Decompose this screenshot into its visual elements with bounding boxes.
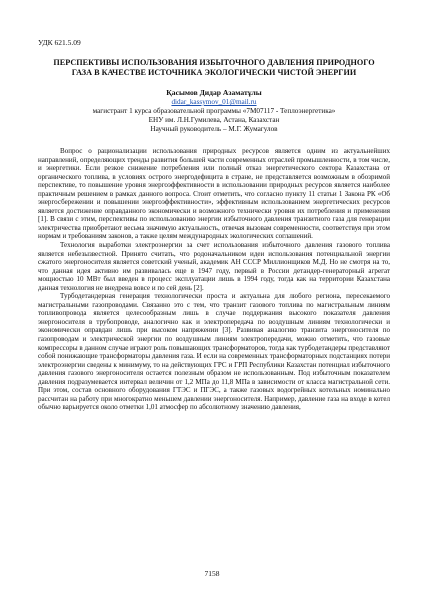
paragraph: Турбодетандерная генерация технологически проста и актуальна для любого региона, пересекаемого магистральными газопроводами. Связанно это с тем, что транзит газового топлива по магистральным линиям топливопровода является целесообразным лишь в случае поддержания высокого показателя давления энергоносителя в трубопроводе, аналогично как и электропередача по воздушным линиям технологически и экономически оправдан лишь при высоком напряжении [3]. Развивая аналогию транзита энергоносителя по газопроводам и электрической энергии по воздушным линиям электропередачи, можно отметить, что газовые компрессоры в данном случае играют роль повышающих трансформаторов, тогда как турбодетандеры представляют собой понижающие трансформаторы давления газа. И если на современных трансформаторных подстанциях потери электроэнергии сведены к минимуму, то на действующих ГРС и ГРП Республики Казахстан потенциал избыточного давления газового энергоносителя остается полезным образом не использованным. Под избыточным показателем давления подразумевается интервал величин от 1,2 МПа до 11,8 МПа в зависимости от класса магистральной сети. При этом, состав основного оборудования ГТЭС и ПГЭС, а также газовых водогрейных котельных номинально рассчитан на работу при многократно меньшем давлении энергоносителя. Например, давление газа на входе в котел обычно варьируется около отметки 1,01 атмосфер по абсолютному значению давления, — [38, 292, 390, 412]
article-body — [38, 147, 390, 412]
scientific-supervisor: Научный руководитель – М.Г. Жумагулов — [150, 125, 278, 133]
author-email-link[interactable]: didar_kassymov_01@mail.ru — [171, 98, 257, 106]
paragraph: Вопрос о рационализации использования природных ресурсов является одним из актуальнейших направлений, определяющих тренды развития большей части современных отраслей промышленности, в том числе, и энергетики. Если резкое снижение потребления или полный отказ энергетического сектора Казахстана от органического топлива, в условиях острого энергодефицита в стране, не представляется возможным в обозримой перспективе, то повышение уровня энергоэффективности в использовании природных ресурсов является наиболее практичным решением в рамках данного вопроса. Стоит отметить, что согласно пункту 11 статьи 1 Закона РК «Об энергосбережении и повышении энергоэффективности», эффективным использованием энергетических ресурсов является достижение оправданного экономически и возможного технически уровня их потребления и применения [1]. В связи с этим, перспективы по использованию энергии избыточного давления транзитного газа для генерации электричества приобретают весьма значимую актуальность, отвечая вызовам современности, соответствуя при этом нормам и требованиям законов, а также целям международных экологических соглашений. — [38, 147, 390, 241]
paper-title: ПЕРСПЕКТИВЫ ИСПОЛЬЗОВАНИЯ ИЗБЫТОЧНОГО ДАВЛЕНИЯ ПРИРОДНОГО ГАЗА В КАЧЕСТВЕ ИСТОЧНИКА ЭКОЛОГИЧЕСКИ ЧИСТОЙ ЭНЕРГИИ — [53, 58, 375, 77]
author-name: Қасымов Дидар Азаматұлы — [166, 88, 262, 97]
page-number: 7158 — [204, 569, 220, 578]
affiliation-program: магистрант 1 курса образовательной программы «7М07117 - Теплоэнергетика» — [92, 107, 336, 115]
paragraph: Технология выработки электроэнергии за счет использования избыточного давления газового топлива является небезызвестной. Принято считать, что родоначальником идеи использования потенциальной энергии сжатого энергоносителя является советский ученый, академик АН СССР Миллионщиков М.Д. Но не смотря на то, что данная идея активно им развивалась еще в 1947 году, первый в России детандер-генераторный агрегат мощностью 10 МВт был введен в процесс эксплуатации лишь в 1994 году, тогда как на территории Казахстана данная технология не внедрена вовсе и по сей день [2]. — [38, 241, 390, 292]
affiliation-university: ЕНУ им. Л.Н.Гумилева, Астана, Казахстан — [148, 116, 280, 124]
udc-code: УДК 621.5.09 — [38, 38, 81, 47]
